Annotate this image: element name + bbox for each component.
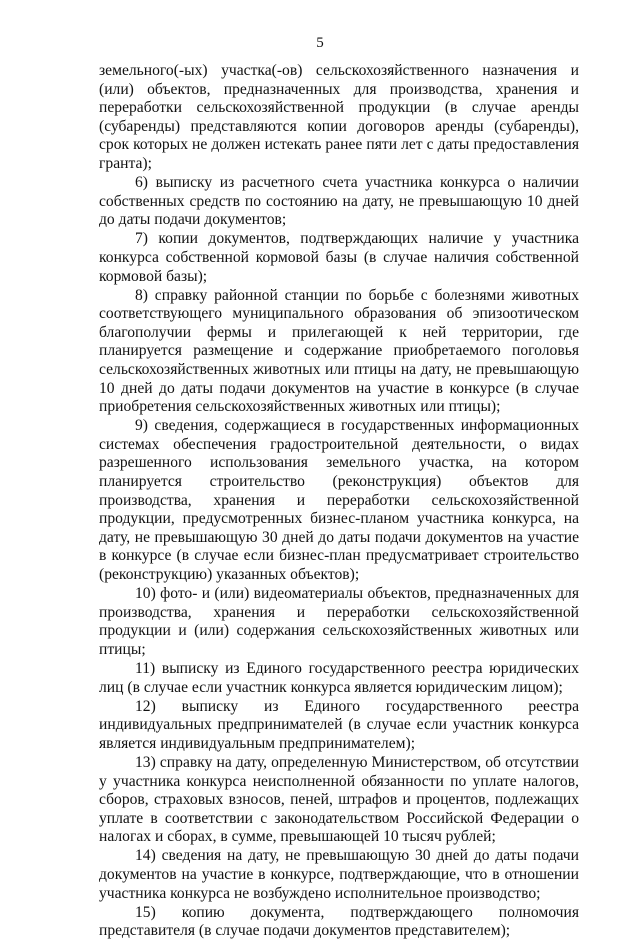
paragraph-item-12: 12) выписку из Единого государственного реестра индивидуальных предпринимателей (в случае если участник конкурса является индивидуальным предпринимателем);	[99, 697, 579, 752]
paragraph-item-8: 8) справку районной станции по борьбе с болезнями животных соответствующего муниципального образования об эпизоотическом благополучии фермы и прилегающей к ней территории, где планируется размещение и содержание приобретаемого поголовья сельскохозяйственных животных или птицы на дату, не превышающую 10 дней до даты подачи документов на участие в конкурсе (в случае приобретения сельскохозяйственных животных или птицы);	[99, 286, 579, 416]
paragraph-item-10: 10) фото- и (или) видеоматериалы объектов, предназначенных для производства, хранения и переработки сельскохозяйственной продукции и (или) содержания сельскохозяйственных животных или птицы;	[99, 585, 579, 658]
page-number: 5	[316, 35, 324, 51]
paragraph-item-6: 6) выписку из расчетного счета участника конкурса о наличии собственных средств по состоянию на дату, не превышающую 10 дней до даты подачи документов;	[99, 174, 579, 229]
paragraph-item-13: 13) справку на дату, определенную Министерством, об отсутствии у участника конкурса неисполненной обязанности по уплате налогов, сборов, страховых взносов, пеней, штрафов и процентов, подлежащих уплате в соответствии с законодательством Российской Федерации о налогах и сборах, в сумме, превышающей 10 тысяч рублей;	[99, 753, 579, 846]
paragraph-item-11: 11) выписку из Единого государственного реестра юридических лиц (в случае если участник конкурса является юридическим лицом);	[99, 660, 579, 696]
paragraph-item-15: 15) копию документа, подтверждающего полномочия представителя (в случае подачи документов представителем);	[99, 903, 579, 940]
paragraph-item-14: 14) сведения на дату, не превышающую 30 дней до даты подачи документов на участие в конкурсе, подтверждающие, что в отношении участника конкурса не возбуждено исполнительное производство;	[99, 847, 579, 902]
paragraph-item-9: 9) сведения, содержащиеся в государственных информационных системах обеспечения градостроительной деятельности, о видах разрешенного использования земельного участка, на котором планируется строительство (реконструкция) объектов для производства, хранения и переработки сельскохозяйственной продукции, предусмотренных бизнес-планом участника конкурса, на дату, не превышающую 30 дней до даты подачи документов на участие в конкурсе (в случае если бизнес-план предусматривает строительство (реконструкцию) указанных объектов);	[99, 417, 579, 584]
paragraph-item-7: 7) копии документов, подтверждающих наличие у участника конкурса собственной кормовой базы (в случае наличия собственной кормовой базы);	[99, 230, 579, 285]
paragraph-continuation: земельного(-ых) участка(-ов) сельскохозяйственного назначения и (или) объектов, предназначенных для производства, хранения и переработки сельскохозяйственной продукции (в случае аренды (субаренды) представляются копии договоров аренды (субаренды), срок которых не должен истекать ранее пяти лет с даты предоставления гранта);	[99, 62, 579, 172]
document-body	[99, 62, 579, 941]
